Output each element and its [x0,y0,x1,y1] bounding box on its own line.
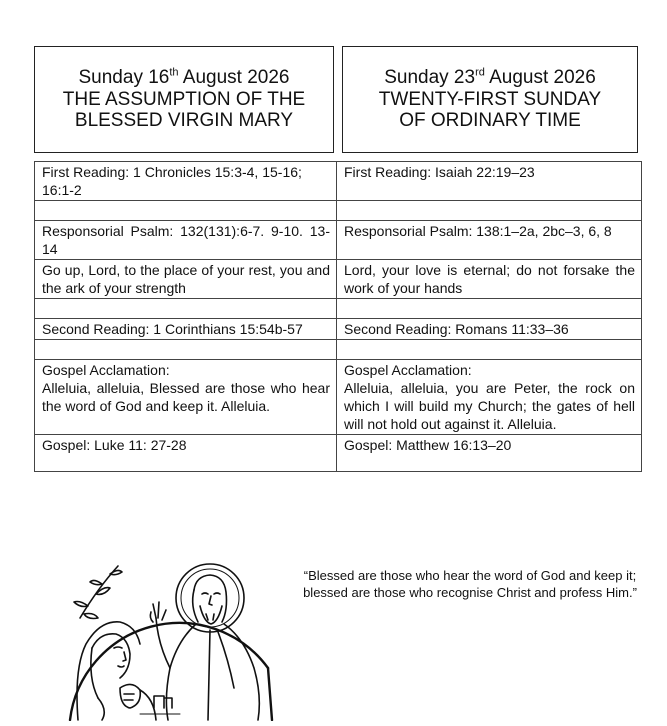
gospel-right: Gospel: Matthew 16:13–20 [337,435,642,472]
table-row-first-reading [35,162,642,201]
acclamation-title-left: Gospel Acclamation: [42,362,170,378]
sunday-date-left: Sunday 16th August 2026 [78,66,290,88]
psalm-response-right: Lord, your love is eternal; do not forsake the work of your hands [337,260,642,299]
second-reading-left: Second Reading: 1 Corinthians 15:54b-57 [35,319,337,340]
gospel-left: Gospel: Luke 11: 27-28 [35,435,337,472]
gospel-acclamation-right [337,360,642,435]
psalm-right: Responsorial Psalm: 138:1–2a, 2bc–3, 6, 8 [337,221,642,260]
gospel-acclamation-left [35,360,337,435]
jesus-and-mary-illustration [58,548,280,721]
first-reading-left: First Reading: 1 Chronicles 15:3-4, 15-16; 16:1-2 [35,162,337,201]
psalm-response-left: Go up, Lord, to the place of your rest, you and the ark of your strength [35,260,337,299]
acclamation-text-right: Alleluia, alleluia, you are Peter, the rock on which I will build my Church; the gates of hell will not hold out against it. Alleluia. [344,380,635,432]
scripture-quote: “Blessed are those who hear the word of God and keep it; blessed are those who recognise Christ and profess Him.” [303,568,637,600]
table-row-spacer [35,340,642,360]
readings-table [34,161,642,472]
sunday-date-right: Sunday 23rd August 2026 [384,66,596,88]
table-row-psalm [35,221,642,260]
feast-title-right-line1: TWENTY-FIRST SUNDAY [378,88,602,110]
table-row-gospel-acclamation [35,360,642,435]
first-reading-right: First Reading: Isaiah 22:19–23 [337,162,642,201]
table-row-gospel [35,435,642,472]
feast-title-left-line1: THE ASSUMPTION OF THE [62,88,306,110]
header-box-right [342,46,638,153]
table-row-spacer [35,299,642,319]
header-box-left [34,46,334,153]
table-row-psalm-response [35,260,642,299]
psalm-left: Responsorial Psalm: 132(131):6-7. 9-10. 13-14 [35,221,337,260]
acclamation-text-left: Alleluia, alleluia, Blessed are those who hear the word of God and keep it. Alleluia. [42,380,330,414]
second-reading-right: Second Reading: Romans 11:33–36 [337,319,642,340]
feast-title-left-line2: BLESSED VIRGIN MARY [74,110,294,132]
table-row-second-reading [35,319,642,340]
table-row-spacer [35,201,642,221]
acclamation-title-right: Gospel Acclamation: [344,362,472,378]
feast-title-right-line2: OF ORDINARY TIME [399,110,581,132]
